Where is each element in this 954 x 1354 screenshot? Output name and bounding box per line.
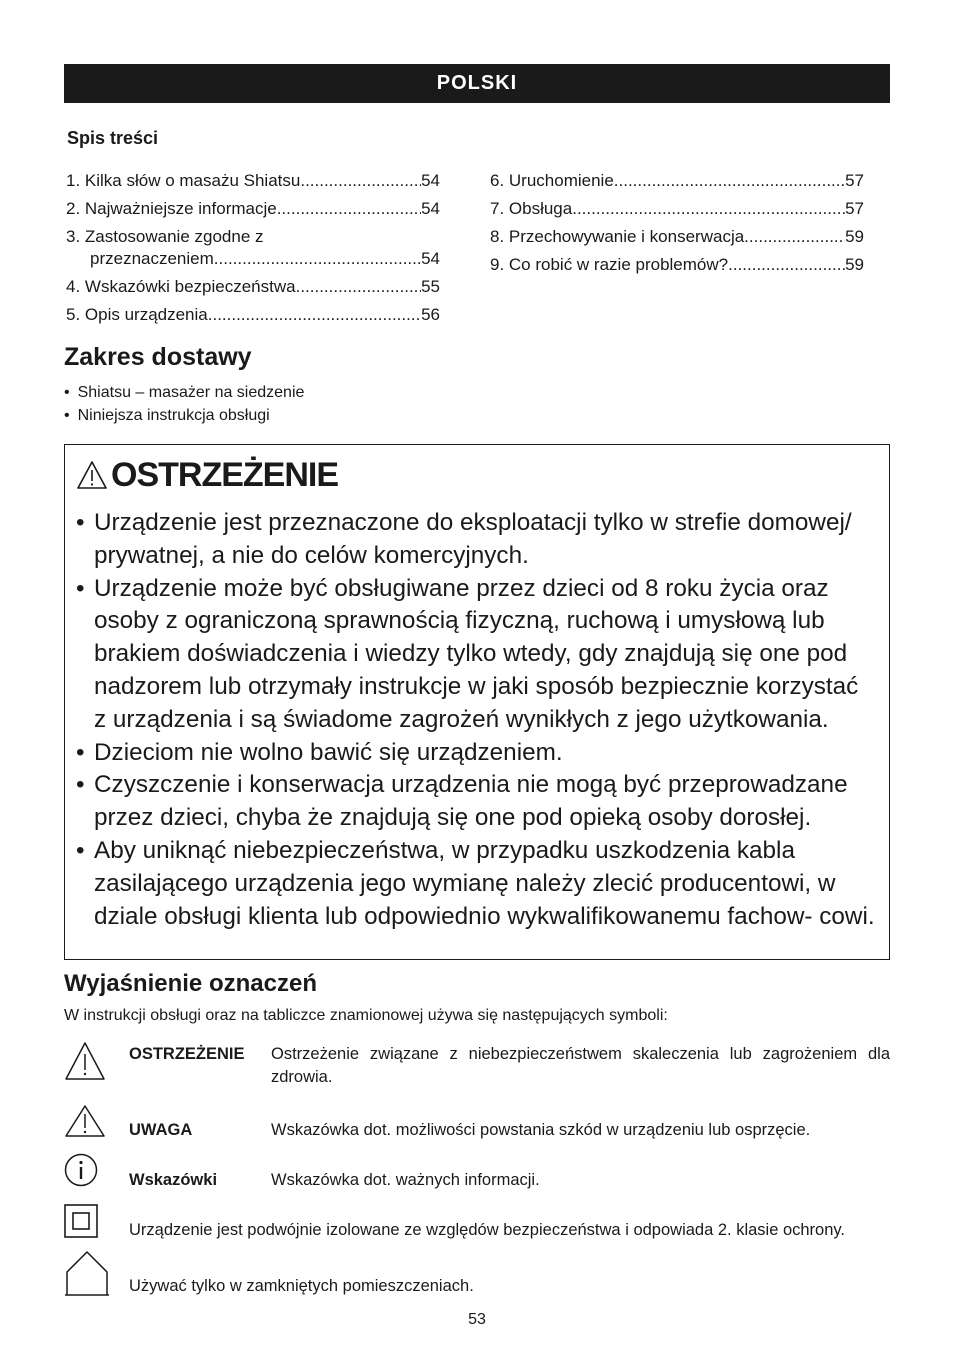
toc-item-page: 54 (421, 199, 440, 218)
warning-heading (76, 453, 877, 497)
delivery-title: Zakres dostawy (64, 343, 252, 371)
delivery-list (64, 381, 304, 427)
symbols-intro: W instrukcji obsługi oraz na tabliczce znamionowej używa się następujących symboli: (64, 1007, 668, 1024)
warning-box (64, 444, 890, 960)
toc-title: Spis treści (67, 128, 159, 148)
toc-item[interactable] (490, 170, 864, 192)
toc-item-page: 56 (421, 305, 440, 324)
toc-item[interactable] (66, 198, 440, 220)
list-item: • Urządzenie jest przeznaczone do eksploatacji tylko w strefie domowej/ prywatnej, a nie do celów komercyjnych. (76, 507, 877, 573)
info-circle-icon (64, 1153, 98, 1187)
warning-list (76, 507, 877, 933)
warning-triangle-icon (76, 460, 108, 490)
list-item: • Aby uniknąć niebezpieczeństwa, w przypadku uszkodzenia kabla zasilającego urządzenia jego wymianę należy zlecić producentowi, w dziale obsługi klienta lub odpowiednio wykwalifikowanemu fachow- cowi. (76, 835, 877, 933)
toc-item-label: 1. Kilka słów o masażu Shiatsu (66, 171, 301, 190)
toc-item-page: 59 (845, 227, 864, 246)
list-item: • Dzieciom nie wolno bawić się urządzeniem. (76, 737, 877, 770)
toc-item-page: 57 (845, 171, 864, 190)
list-item: • Urządzenie może być obsługiwane przez dzieci od 8 roku życia oraz osoby z ograniczoną sprawnością fizyczną, ruchową i umysłową lub brakiem doświadczenia i wiedzy tylko wtedy, gdy znajdują się one pod nadzorem lub otrzymały instrukcje w jaki sposób bezpiecznie korzystać z urządzenia i są świadome zagrożeń wynikłych z jego użytkowania. (76, 573, 877, 737)
symbol-row-caution (64, 1104, 890, 1144)
toc-item-label: 3. Zastosowanie zgodne z (66, 227, 264, 246)
symbol-description: Ostrzeżenie związane z niebezpieczeństwem skaleczenia lub zagrożeniem dla zdrowia. (271, 1045, 890, 1086)
double-insulation-icon (64, 1204, 98, 1238)
symbol-row-indoor (64, 1250, 890, 1298)
toc-item[interactable] (66, 304, 440, 326)
symbol-row-insulation (64, 1204, 890, 1244)
list-item: • Shiatsu – masażer na siedzenie (64, 381, 304, 404)
toc-item-page: 54 (421, 171, 440, 190)
warning-triangle-icon (64, 1041, 106, 1081)
toc-item-page: 57 (845, 199, 864, 218)
symbol-row-warning (64, 1041, 890, 1087)
symbol-description: Urządzenie jest podwójnie izolowane ze względów bezpieczeństwa i odpowiada 2. klasie ochrony. (129, 1221, 846, 1239)
symbol-description: Używać tylko w zamkniętych pomieszczeniach. (129, 1277, 474, 1295)
toc-item[interactable] (490, 254, 864, 276)
caution-triangle-icon (64, 1104, 106, 1138)
list-item: • Czyszczenie i konserwacja urządzenia nie mogą być przeprowadzane przez dzieci, chyba że znajdują się one pod opieką osoby dorosłej. (76, 769, 877, 835)
symbol-label: UWAGA (129, 1121, 193, 1139)
toc-item-page: 54 (421, 249, 440, 268)
symbol-description: Wskazówka dot. możliwości powstania szkód w urządzeniu lub osprzęcie. (271, 1121, 811, 1139)
toc-item-label: 4. Wskazówki bezpieczeństwa (66, 277, 296, 296)
toc-item-label: 2. Najważniejsze informacje (66, 199, 277, 218)
toc-left-column (66, 170, 440, 332)
toc-item-page: 55 (421, 277, 440, 296)
symbols-title: Wyjaśnienie oznaczeń (64, 970, 317, 997)
list-item: • Niniejsza instrukcja obsługi (64, 404, 304, 427)
toc-item-label: 7. Obsługa (490, 199, 573, 218)
toc-item-page: 59 (845, 255, 864, 274)
toc-item[interactable] (66, 276, 440, 298)
toc-item[interactable] (490, 198, 864, 220)
toc-item-label: 9. Co robić w razie problemów? (490, 255, 729, 274)
toc-item-label: 5. Opis urządzenia (66, 305, 208, 324)
symbol-description: Wskazówka dot. ważnych informacji. (271, 1171, 540, 1189)
language-header: POLSKI (64, 64, 890, 103)
toc-item[interactable] (66, 170, 440, 192)
toc-item-label-continued: przeznaczeniem (90, 249, 214, 268)
symbol-label: OSTRZEŻENIE (129, 1045, 245, 1063)
toc-item[interactable] (66, 226, 440, 270)
indoor-house-icon (64, 1250, 110, 1296)
toc-right-column (490, 170, 864, 282)
warning-title: OSTRZEŻENIE (111, 455, 339, 494)
toc-item-label: 6. Uruchomienie (490, 171, 614, 190)
symbol-label: Wskazówki (129, 1171, 218, 1189)
page-number: 53 (468, 1311, 486, 1328)
toc-item-label: 8. Przechowywanie i konserwacja (490, 227, 745, 246)
symbol-row-info (64, 1153, 890, 1193)
toc-item[interactable] (490, 226, 864, 248)
